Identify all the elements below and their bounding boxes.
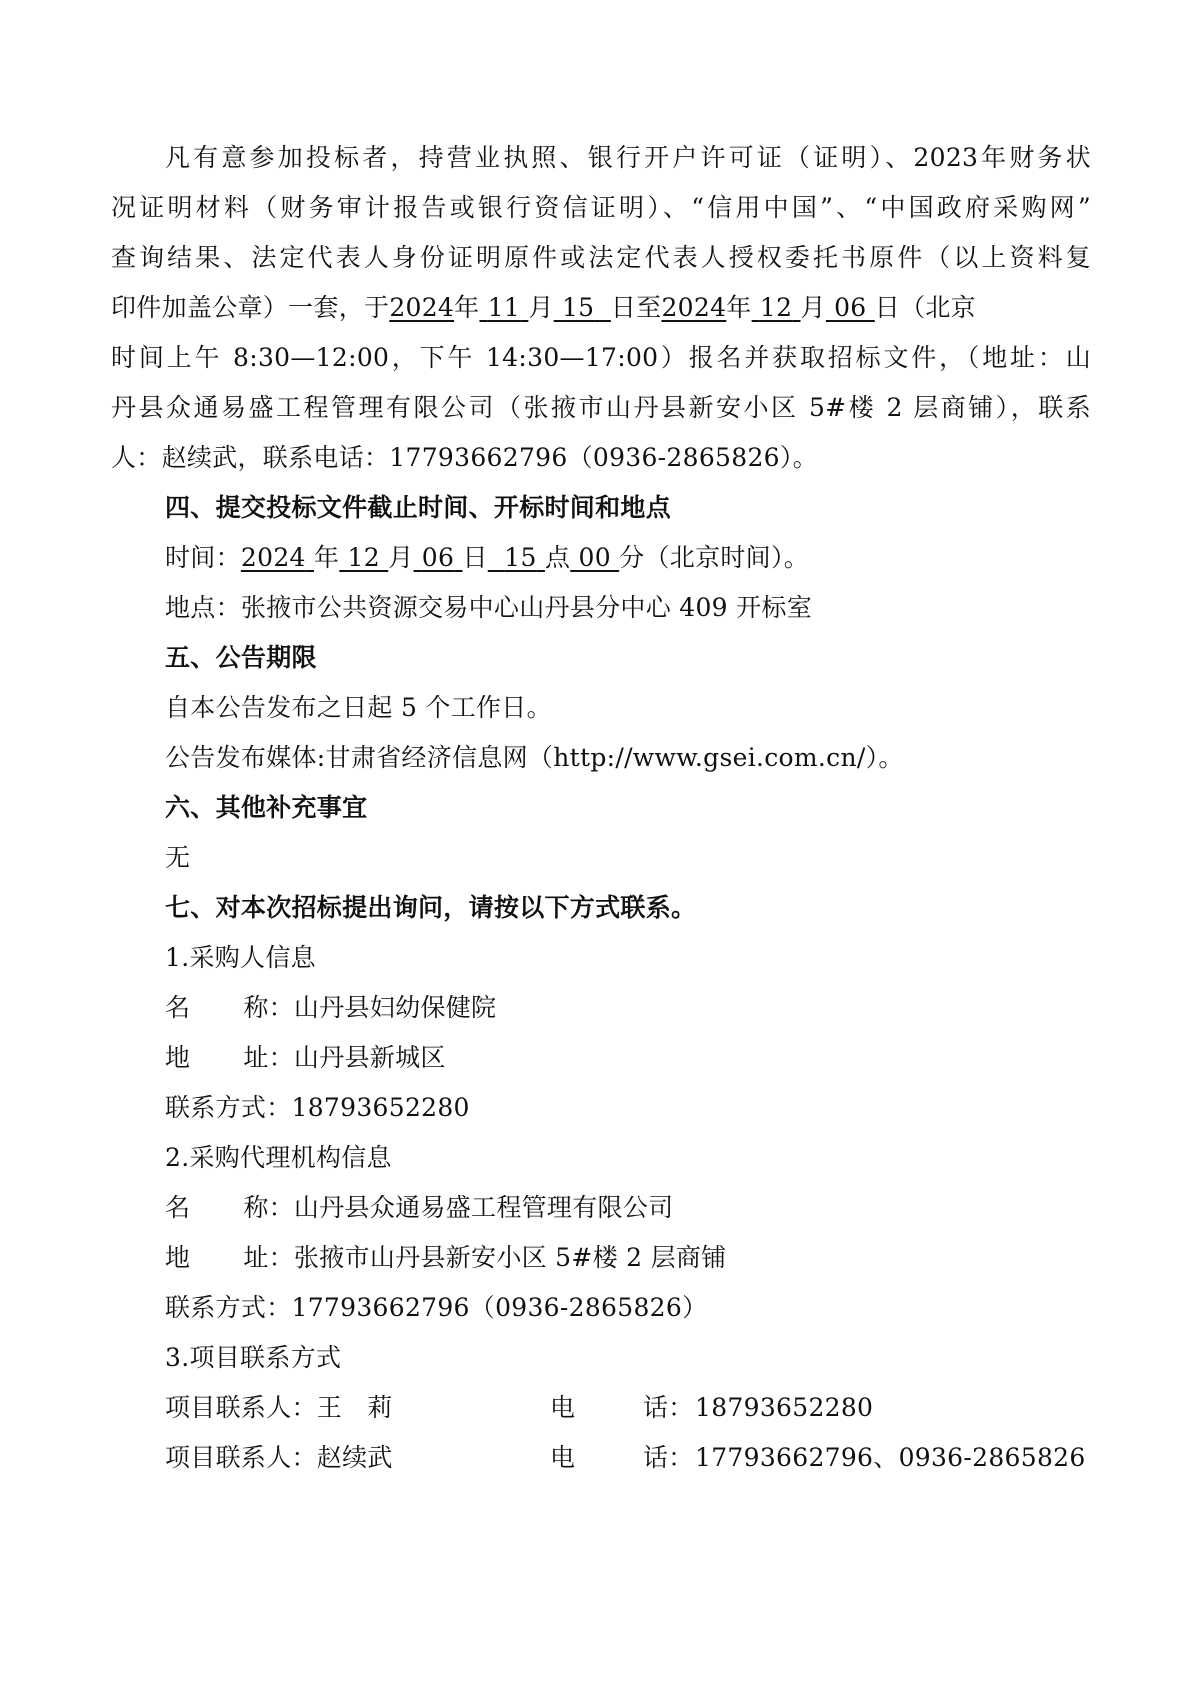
agency-address: 张掖市山丹县新安小区 5#楼 2 层商铺 xyxy=(293,1243,727,1272)
supplementary-matters: 无 xyxy=(165,843,191,872)
paragraph-line: 丹县众通易盛工程管理有限公司（张掖市山丹县新安小区 5#楼 2 层商铺），联系 xyxy=(111,393,1091,422)
deadline-day xyxy=(414,543,463,572)
end-month xyxy=(752,293,801,322)
deadline-month-value: 12 xyxy=(347,543,380,572)
end-day-value: 06 xyxy=(834,293,867,322)
deadline-day-value: 06 xyxy=(421,543,455,572)
label-char: 名 xyxy=(165,1193,191,1222)
paragraph-line: 人：赵续武，联系电话：17793662796（0936-2865826）。 xyxy=(111,443,818,472)
purchaser-name-row xyxy=(165,993,496,1023)
text-span: 年 xyxy=(726,293,752,322)
text-span: 月 xyxy=(800,293,826,322)
opening-place: 地点：张掖市公共资源交易中心山丹县分中心 409 开标室 xyxy=(165,593,813,622)
agency-name: 山丹县众通易盛工程管理有限公司 xyxy=(293,1193,674,1222)
label-char: 话： xyxy=(643,1443,694,1472)
section-heading: 六、其他补充事宜 xyxy=(165,793,368,822)
deadline-time-line xyxy=(165,543,809,573)
paragraph-line: 时间上午 8:30—12:00，下午 14:30—17:00）报名并获取招标文件，（地址：山 xyxy=(111,343,1091,372)
text-span: 分（北京时间）。 xyxy=(619,543,810,572)
section-heading: 七、对本次招标提出询问，请按以下方式联系。 xyxy=(165,893,697,922)
text-span: 月 xyxy=(388,543,414,572)
purchaser-name: 山丹县妇幼保健院 xyxy=(293,993,497,1022)
text-span: 年 xyxy=(454,293,480,322)
time-label: 时间： xyxy=(165,543,241,572)
deadline-hour xyxy=(488,543,545,572)
section-heading: 五、公告期限 xyxy=(165,643,317,672)
agency-title: 2.采购代理机构信息 xyxy=(165,1143,392,1172)
agency-name-row xyxy=(165,1193,673,1223)
deadline-year xyxy=(241,543,314,572)
project-contact-person: 项目联系人：王 莉 xyxy=(165,1393,393,1422)
label-char: 电 xyxy=(550,1443,576,1472)
purchaser-address: 山丹县新城区 xyxy=(293,1043,446,1072)
start-year: 2024 xyxy=(389,293,455,322)
text-span: 印件加盖公章）一套，于 xyxy=(111,293,390,322)
label-char: 电 xyxy=(550,1393,576,1422)
project-contact-title: 3.项目联系方式 xyxy=(165,1343,342,1372)
text-span: 日（北京 xyxy=(874,293,976,322)
registration-period-line xyxy=(111,293,976,323)
label-char: 名 xyxy=(165,993,191,1022)
label-char: 址： xyxy=(243,1243,294,1272)
purchaser-title: 1.采购人信息 xyxy=(165,943,316,972)
paragraph-line: 查询结果、法定代表人身份证明原件或法定代表人授权委托书原件（以上资料复 xyxy=(111,243,1091,272)
end-month-value: 12 xyxy=(759,293,793,322)
deadline-year-value: 2024 xyxy=(240,543,306,572)
agency-address-row xyxy=(165,1243,727,1273)
label-char: 话： xyxy=(643,1393,694,1422)
start-day xyxy=(554,293,611,322)
agency-contact: 联系方式：17793662796（0936-2865826） xyxy=(165,1293,708,1322)
text-span: 点 xyxy=(544,543,571,572)
deadline-hour-value: 15 xyxy=(504,543,537,572)
text-span: 月 xyxy=(528,293,554,322)
label-char: 称： xyxy=(243,993,294,1022)
label-char: 地 xyxy=(165,1243,191,1272)
section-heading: 四、提交投标文件截止时间、开标时间和地点 xyxy=(165,493,672,522)
start-month xyxy=(479,293,528,322)
text-span: 日 xyxy=(462,543,488,572)
project-contact-person: 项目联系人：赵续武 xyxy=(165,1443,393,1472)
deadline-month xyxy=(339,543,388,572)
project-contact-phone: 18793652280 xyxy=(695,1393,874,1422)
end-day xyxy=(826,293,875,322)
start-day-value: 15 xyxy=(561,293,595,322)
project-contact-phone: 17793662796、0936-2865826 xyxy=(695,1443,1086,1472)
text-span: 日至 xyxy=(610,293,662,322)
label-char: 地 xyxy=(165,1043,191,1072)
label-char: 称： xyxy=(243,1193,294,1222)
purchaser-contact: 联系方式：18793652280 xyxy=(165,1093,470,1122)
text-span: 年 xyxy=(313,543,340,572)
deadline-minute xyxy=(570,543,619,572)
announcement-media: 公告发布媒体:甘肃省经济信息网（http://www.gsei.com.cn/）。 xyxy=(165,743,904,772)
purchaser-address-row xyxy=(165,1043,446,1073)
start-month-value: 11 xyxy=(487,293,521,322)
label-char: 址： xyxy=(243,1043,294,1072)
announcement-period: 自本公告发布之日起 5 个工作日。 xyxy=(165,693,552,722)
end-year: 2024 xyxy=(661,293,727,322)
paragraph-line: 凡有意参加投标者，持营业执照、银行开户许可证（证明）、2023年财务状 xyxy=(165,143,1091,172)
paragraph-line: 况证明材料（财务审计报告或银行资信证明）、“信用中国”、“中国政府采购网” xyxy=(111,193,1091,222)
deadline-minute-value: 00 xyxy=(578,543,611,572)
